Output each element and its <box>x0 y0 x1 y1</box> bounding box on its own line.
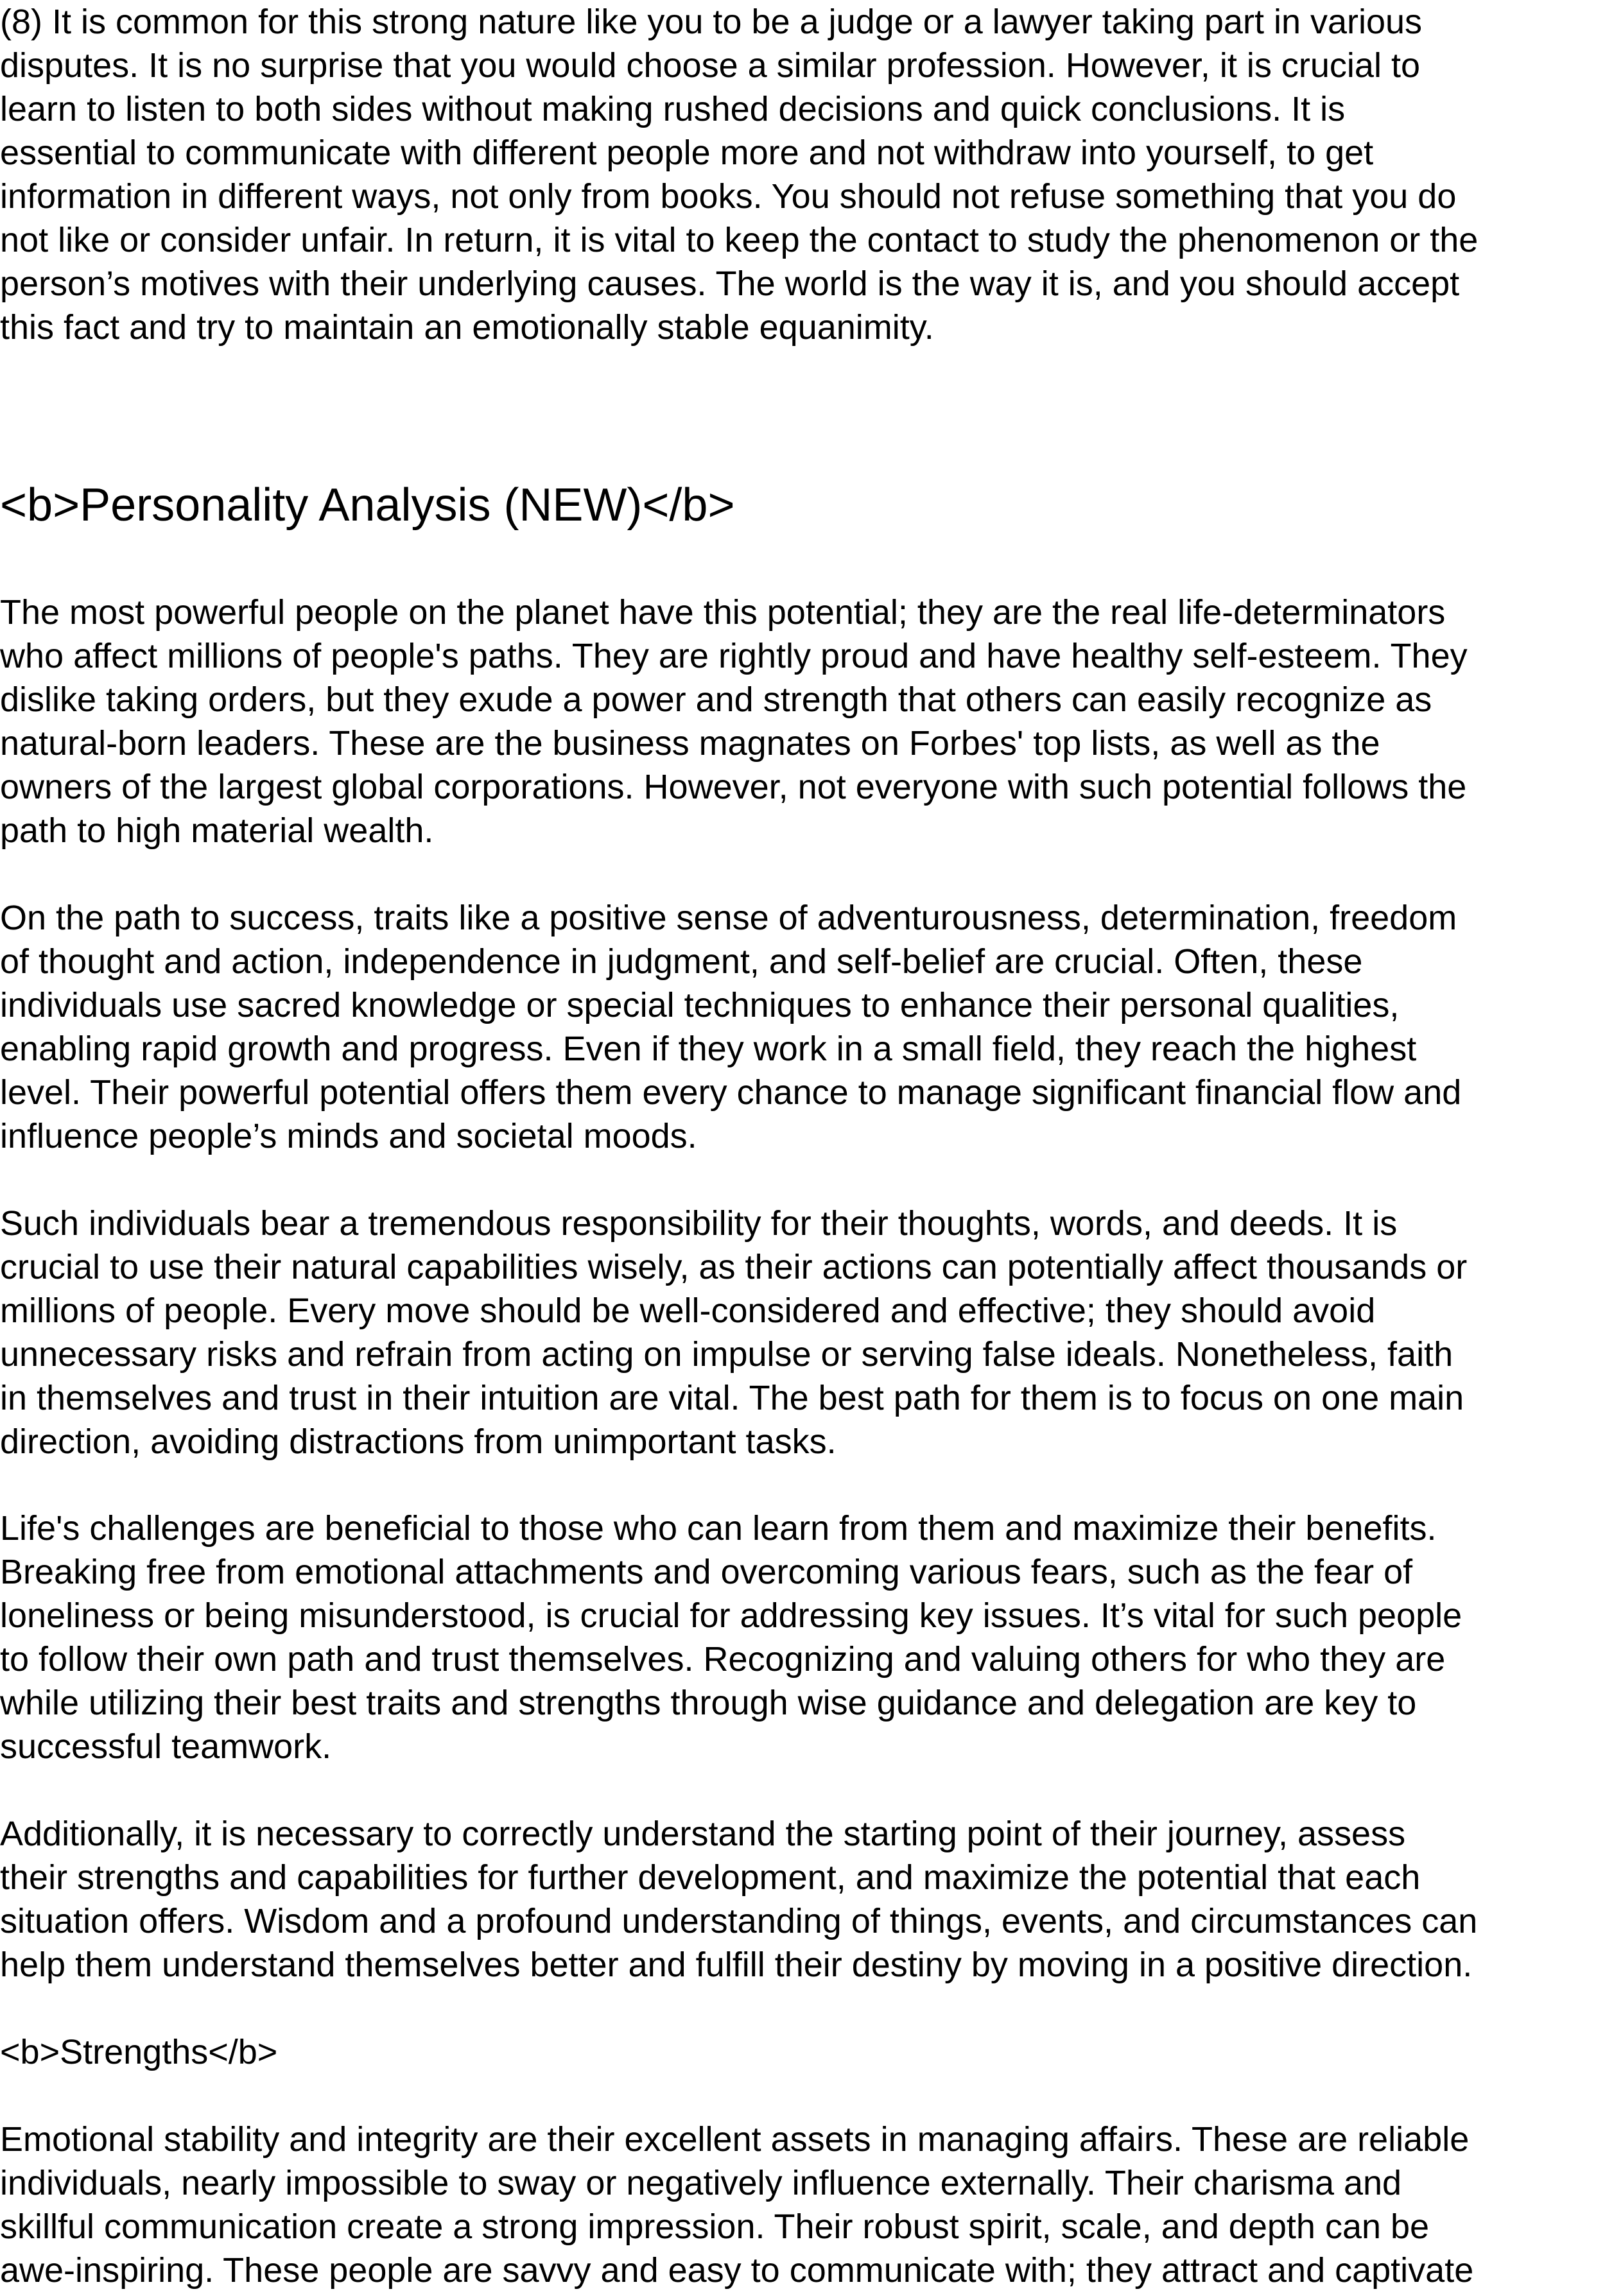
paragraph-2: On the path to success, traits like a positive sense of adventurousness, determination, freedom of thought and action, independence in judgment, and self-belief are crucial. Often, these individuals use sacred knowledge or special techniques to enhance their personal qualities, enabling rapid growth and progress. Even if they work in a small field, they reach the highest level. Their powerful potential offers them every chance to manage significant financial flow and influence people’s minds and societal moods. <box>0 899 1462 1155</box>
paragraph-5: Additionally, it is necessary to correctly understand the starting point of their journey, assess their strengths and capabilities for further development, and maximize the potential that each situation offers. Wisdom and a profound understanding of things, events, and circumstances can help them understand themselves better and fulfill their destiny by moving in a positive direction. <box>0 1815 1478 1984</box>
paragraph-3: Such individuals bear a tremendous responsibility for their thoughts, words, and deeds. It is crucial to use their natural capabilities wisely, as their actions can potentially affect thousands or millions of people. Every move should be well-considered and effective; they should avoid unnecessary risks and refrain from acting on impulse or serving false ideals. Nonetheless, faith in themselves and trust in their intuition are vital. The best path for them is to focus on one main direction, avoiding distractions from unimportant tasks. <box>0 1204 1468 1461</box>
paragraph-4: Life's challenges are beneficial to those who can learn from them and maximize their benefits. Breaking free from emotional attachments and overcoming various fears, such as the fear of loneliness or being misunderstood, is crucial for addressing key issues. It’s vital for such people to follow their own path and trust themselves. Recognizing and valuing others for who they are while utilizing their best traits and strengths through wise guidance and delegation are key to successful teamwork. <box>0 1509 1462 1766</box>
paragraph-1: The most powerful people on the planet have this potential; they are the real life-determinators who affect millions of people's paths. They are rightly proud and have healthy self-esteem. They dislike taking orders, but they exude a power and strength that others can easily recognize as natural-born leaders. These are the business magnates on Forbes' top lists, as well as the owners of the largest global corporations. However, not everyone with such potential follows the path to high material wealth. <box>0 593 1468 850</box>
strengths-paragraph: Emotional stability and integrity are their excellent assets in managing affairs. These are reliable individuals, nearly impossible to sway or negatively influence externally. Their charisma and skillful communication create a strong impression. Their robust spirit, scale, and depth can be awe-inspiring. These people are savvy and easy to communicate with; they attract and captivate <box>0 2120 1474 2290</box>
intro-paragraph: (8) It is common for this strong nature like you to be a judge or a lawyer taking part in various disputes. It is no surprise that you would choose a similar profession. However, it is crucial to learn to listen to both sides without making rushed decisions and quick conclusions. It is essential to communicate with different people more and not withdraw into yourself, to get information in different ways, not only from books. You should not refuse something that you do not like or consider unfair. In return, it is vital to keep the contact to study the phenomenon or the person’s motives with their underlying causes. The world is the way it is, and you should accept this fact and try to maintain an emotionally stable equanimity. <box>0 3 1479 347</box>
strengths-heading: <b>Strengths</b> <box>0 2033 278 2071</box>
section-heading: <b>Personality Analysis (NEW)</b> <box>0 479 735 531</box>
